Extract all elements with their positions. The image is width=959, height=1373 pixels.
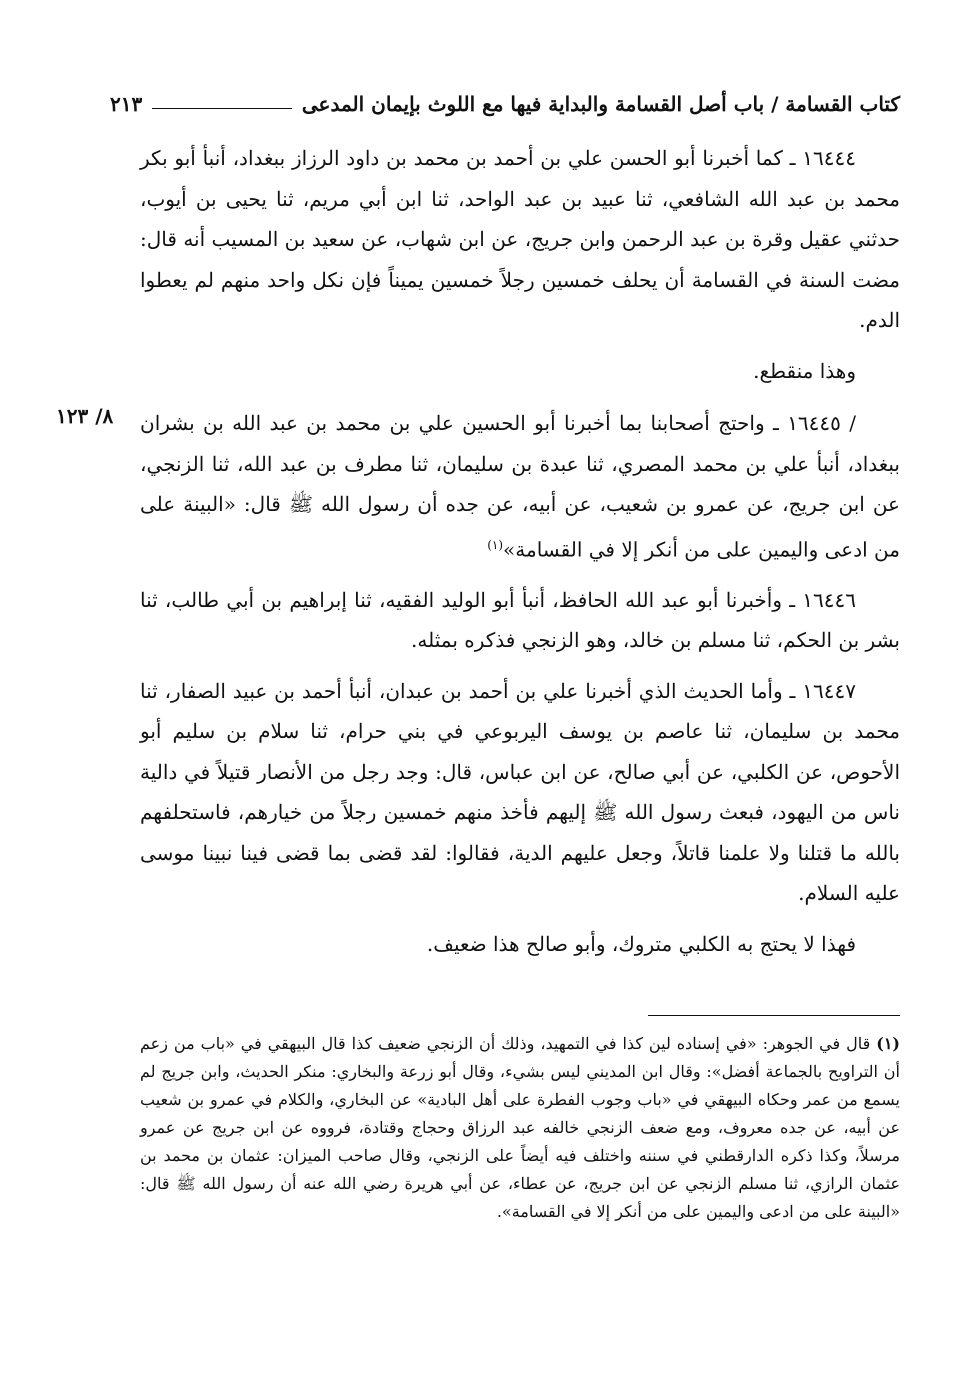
paragraph-text: ١٦٤٤٤ ـ كما أخبرنا أبو الحسن علي بن أحمد بن محمد بن داود الرزاز ببغداد، أنبأ أبو بكر محمد بن عبد الله الشافعي، ثنا عبيد بن عبد الواحد، ثنا ابن أبي مريم، ثنا يحيى بن أيوب، حدثني عقيل وقرة بن عبد الرحمن وابن جريج، عن ابن شهاب، عن سعيد بن المسيب أنه قال: مضت السنة في القسامة أن يحلف خمسين رجلاً خمسين يميناً فإن نكل واحد منهم لم يعطوا الدم. (140, 146, 900, 332)
paragraph-text: فهذا لا يحتج به الكلبي متروك، وأبو صالح هذا ضعيف. (426, 931, 856, 956)
footnote-1 (140, 1030, 900, 1226)
paragraph-text: / ١٦٤٤٥ ـ واحتج أصحابنا بما أخبرنا أبو الحسين علي بن محمد بن عبد الله بن بشران ببغداد، أنبأ علي بن محمد المصري، ثنا عبدة بن سليمان، ثنا مطرف بن عبد الله، ثنا الزنجي، عن ابن جريج، عن عمرو بن شعيب، عن أبيه، عن جده أن رسول الله ﷺ قال: «البينة على من ادعى واليمين على من أنكر إلا في القسامة» (140, 411, 900, 562)
paragraph-text: وهذا منقطع. (753, 358, 856, 383)
running-header (110, 86, 900, 122)
paragraph-text: ١٦٤٤٦ ـ وأخبرنا أبو عبد الله الحافظ، أنبأ أبو الوليد الفقيه، ثنا إبراهيم بن أبي طالب، ثنا بشر بن الحكم، ثنا مسلم بن خالد، وهو الزنجي فذكره بمثله. (140, 587, 900, 653)
footnote-number: (١) (876, 1034, 900, 1053)
comment-munqati (140, 351, 900, 392)
footnote-text: قال في الجوهر: «في إسناده لين كذا في التمهيد، وذلك أن الزنجي ضعيف كذا قال البيهقي في «باب من زعم أن التراويح بالجماعة أفضل»: وقال ابن المديني ليس بشيء، وقال أبو زرعة والبخاري: منكر الحديث، وابن جريج لم يسمع من عمر وحكاه البيهقي في «باب وجوب الفطرة على أهل البادية» عن البخاري، والكلام في عمرو بن شعيب عن أبيه، عن جده معروف، ومع ضعف الزنجي خالفه عبد الرزاق وحجاج وقتادة، فرووه عن ابن جريج عن عمرو مرسلاً، وكذا ذكره الدارقطني في سننه واختلف فيه أيضاً على الزنجي، وقال صاحب الميزان: عثمان بن محمد بن عثمان الرازي، ثنا مسلم الزنجي عن ابن جريج، عن عطاء، عن أبي هريرة رضي الله عنه أن رسول الله ﷺ قال: «البينة على من ادعى واليمين على من أنكر إلا في القسامة». (140, 1034, 901, 1221)
hadith-16445 (140, 403, 900, 570)
hadith-16447 (140, 671, 900, 914)
footnotes (140, 1030, 900, 1226)
hadith-16446 (140, 580, 900, 661)
hadith-16444 (140, 138, 900, 341)
paragraph-text: ١٦٤٤٧ ـ وأما الحديث الذي أخبرنا علي بن أحمد بن عبدان، أنبأ أحمد بن عبيد الصفار، ثنا محمد بن سليمان، ثنا عاصم بن يوسف اليربوعي في بني حرام، ثنا سلام بن سليم أبو الأحوص، عن الكلبي، عن أبي صالح، عن ابن عباس، قال: وجد رجل من الأنصار قتيلاً في دالية ناس من اليهود، فبعث رسول الله ﷺ إليهم فأخذ منهم خمسين رجلاً من خيارهم، فاستحلفهم بالله ما قتلنا ولا علمنا قاتلاً، وجعل عليهم الدية، فقالوا: لقد قضى بما قضى فينا نبينا موسى عليه السلام. (140, 678, 900, 906)
footnote-marker[interactable]: (١) (487, 537, 504, 552)
header-rule (152, 108, 292, 109)
main-text (140, 138, 900, 974)
page-number: ٢١٣ (110, 92, 143, 116)
comment-kalbi (140, 924, 900, 965)
margin-reference: ٨/ ١٢٣ (56, 404, 114, 428)
footnote-divider (648, 1015, 900, 1016)
header-title: كتاب القسامة / باب أصل القسامة والبداية فيها مع اللوث بإيمان المدعى (301, 92, 900, 116)
